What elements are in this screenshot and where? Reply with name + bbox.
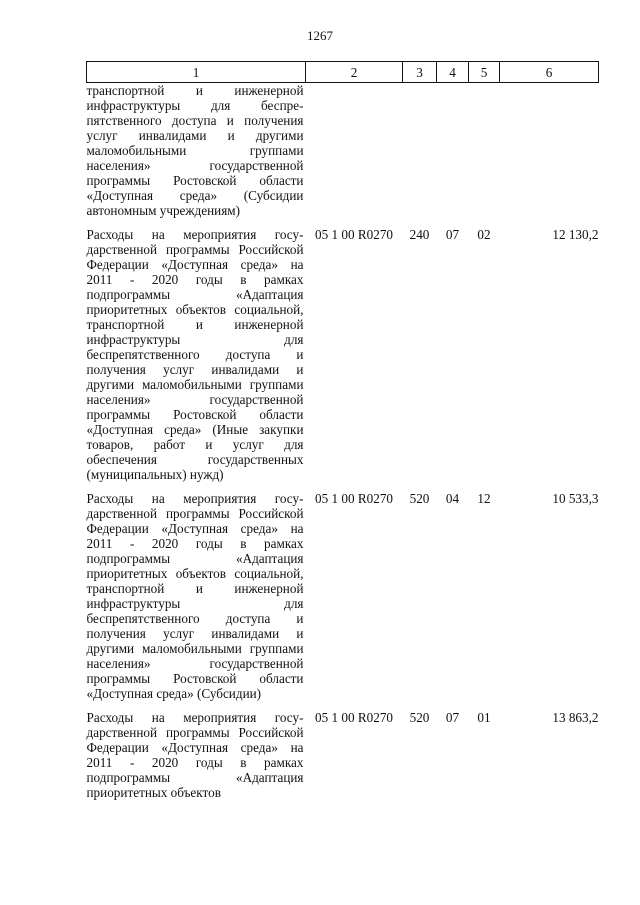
row-code: 05 1 00 R0270 xyxy=(314,227,394,242)
row-col5: 12 xyxy=(477,491,491,506)
row-amount: 13 863,2 xyxy=(552,710,599,725)
column-number-header xyxy=(87,62,599,83)
column-header-4: 4 xyxy=(437,62,469,83)
row-description: Расходы на мероприятия государственной программы Российской Федерации «Доступная среда» на 2011 - 2020 годы в рамках подпрограммы «Адаптация приоритетных объектов социальной, транспортной и инженерной инфраструктуры для беспрепятственного доступа и получения услуг инвалидами и другими маломобильными группами населения» государственной программы Ростовской области «Доступная среда» (Субсидии) xyxy=(86,491,304,701)
row-description: Расходы на мероприятия государственной программы Российской Федерации «Доступная среда» на 2011 - 2020 годы в рамках подпрограммы «Адаптация приоритетных объектов социальной, транспортной и инженерной инфраструктуры для беспрепятственного доступа и получения услуг инвалидами и другими маломобильными группами населения» государственной программы Ростовской области «Доступная среда» (Иные закупки товаров, работ и услуг для обеспечения государственных (муниципальных) нужд) xyxy=(86,227,304,482)
column-header-5: 5 xyxy=(469,62,500,83)
row-col4 xyxy=(437,83,469,228)
row-code xyxy=(306,83,403,228)
row-col3 xyxy=(403,83,437,228)
table-row xyxy=(87,710,599,809)
row-col4: 04 xyxy=(445,491,460,506)
row-col5: 02 xyxy=(477,227,491,242)
column-header-3: 3 xyxy=(403,62,437,83)
table-row xyxy=(87,83,599,228)
budget-table xyxy=(86,61,599,809)
row-col4: 07 xyxy=(445,710,460,725)
table-row xyxy=(87,227,599,491)
row-col5 xyxy=(469,83,500,228)
row-code: 05 1 00 R0270 xyxy=(314,710,394,725)
row-col4: 07 xyxy=(445,227,460,242)
column-header-2: 2 xyxy=(306,62,403,83)
page-number: 1267 xyxy=(307,28,333,43)
row-col3: 240 xyxy=(409,227,430,242)
row-description: транспортной и инженерной инфраструктуры для беспрепятственного доступа и получения услуг инвалидами и другими маломобильными группами населения» государственной программы Ростовской области «Доступная среда» (Субсидии автономным учреждениям) xyxy=(86,83,304,218)
row-col3: 520 xyxy=(409,491,430,506)
row-description: Расходы на мероприятия государственной программы Российской Федерации «Доступная среда» на 2011 - 2020 годы в рамках подпрограммы «Адаптация приоритетных объектов xyxy=(86,710,304,800)
column-header-6: 6 xyxy=(500,62,599,83)
row-col3: 520 xyxy=(409,710,430,725)
row-amount: 12 130,2 xyxy=(552,227,599,242)
row-code: 05 1 00 R0270 xyxy=(314,491,394,506)
row-amount: 10 533,3 xyxy=(552,491,599,506)
column-header-1: 1 xyxy=(87,62,306,83)
row-amount xyxy=(500,83,599,228)
row-col5: 01 xyxy=(477,710,491,725)
table-row xyxy=(87,491,599,710)
